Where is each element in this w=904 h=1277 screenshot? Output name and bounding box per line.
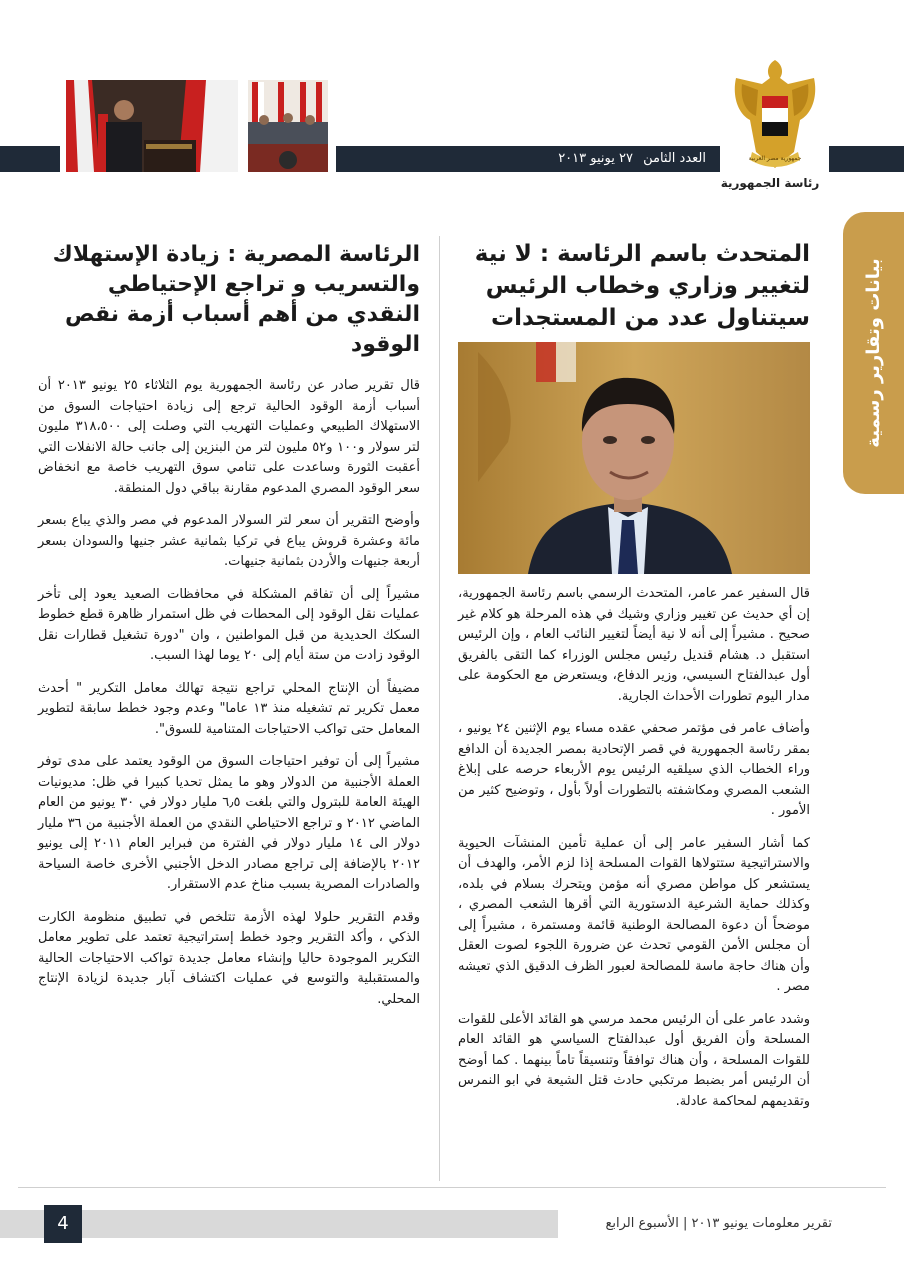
- left-article-body: [38, 376, 420, 1022]
- right-article-body: [458, 584, 810, 1124]
- left-paragraph: وقدم التقرير حلولا لهذه الأزمة تتلخص في تطبيق منظومة الكارت الذكي ، وأكد التقرير وجود خطط إستراتيجية تعتمد على تطوير معامل التكرير الموجودة حاليا وإنشاء معامل جديدة تواكب الاحتياجات الحالية والمستقبلية والتوسع في عمليات اكتشاف آبار جديدة لزيادة الإنتاج المحلي.: [38, 909, 420, 1007]
- header-photo-speaker: [66, 80, 238, 172]
- left-paragraph: وأوضح التقرير أن سعر لتر السولار المدعوم في مصر والذي يباع بسعر مائة وعشرة قروش يباع في تركيا بثمانية عشر جنيها والسودان بسعر أربعة جنيهات والأردن بثمانية جنيهات.: [38, 513, 420, 569]
- right-paragraph: كما أشار السفير عامر إلى أن عملية تأمين المنشآت الحيوية والاستراتيجية ستتولاها القوات المسلحة إذا لزم الأمر، والهدف أن يستشعر كل مواطن مصري أنه مؤمن ويتحرك بسلام في بلده، وكذلك حماية الشرعية الدستورية التي أقرها الشعب المصري ، موضحاً أن دعوة المصالحة الوطنية قائمة ومستمرة ، مشيراً إلى أن مجلس الأمن القومي تحدث عن ضرورة اللجوء لصوت العقل وأن هناك حاجة ماسة للمصالحة لعبور الظرف الدقيق الذي تعيشه مصر .: [458, 835, 810, 994]
- right-paragraph: وأضاف عامر فى مؤتمر صحفي عقده مساء يوم الإثنين ٢٤ يونيو ، بمقر رئاسة الجمهورية في قصر الإتحادية بمصر الجديدة أن الدافع وراء الخطاب الذي سيلقيه الرئيس يوم الأربعاء حرصه على إبلاغ الشعب المصري ومكاشفته بالتطورات أولاً بأول ، وتوضيح كثير من الأمور .: [458, 721, 810, 818]
- footer-report-title: تقرير معلومات يونيو ٢٠١٣: [691, 1216, 832, 1231]
- issue-date: ٢٧ يونيو ٢٠١٣: [558, 151, 633, 166]
- issue-label: العدد الثامن: [643, 151, 706, 166]
- footer-week-label: الأسبوع الرابع: [605, 1216, 679, 1231]
- presidency-label: رئاسة الجمهورية: [720, 176, 820, 190]
- right-article-headline: المتحدث باسم الرئاسة : لا نية لتغيير وزاري وخطاب الرئيس سيتناول عدد من المستجدات: [474, 241, 810, 331]
- footer-info: [562, 1212, 832, 1236]
- left-paragraph: قال تقرير صادر عن رئاسة الجمهورية يوم الثلاثاء ٢٥ يونيو ٢٠١٣ أن أسباب أزمة الوقود الحالية ترجع إلى زيادة احتياجات السوق من الاستهلاك الطبيعي وعمليات التهريب التي وصلت إلى ٣١٨،٥٠٠ مليون لتر سولار و١٠٠ و٥٢ مليون لتر من البنزين إلى جانب حالة الانفلات التي أعقبت الثورة وساعدت على تنامي سوق التهريب خاصة مع انخفاض سعر الوقود المصري المدعوم مقارنة بباقي دول المنطقة.: [38, 378, 420, 496]
- footer-bar: [0, 1210, 558, 1238]
- bottom-divider: [18, 1187, 886, 1188]
- left-paragraph: مشيراً إلى أن توفير احتياجات السوق من الوقود يعتمد على مدى توفر العملة الأجنبية من الدولار وهو ما يمثل تحديا كبيرا في ظل: مديونيات الهيئة العامة للبترول والتي بلغت ٦٫٥ مليار دولار في ٣٠ يونيو من العام الماضي ٢٠١٢ و تراجع الاحتياطي النقدي من العملة الأجنبية من ٣٦ مليار دولار الى ١٤ مليار دولار في الفترة من فبراير العام ٢٠١١ إلى يونيو ٢٠١٢ بالإضافة إلى تراجع مصادر الدخل الأجنبي الأخرى خاصة السياحة والصادرات المصرية بسبب مناخ عدم الاستقرار.: [38, 754, 421, 892]
- right-paragraph: وشدد عامر على أن الرئيس محمد مرسي هو القائد الأعلى للقوات المسلحة وأن الفريق أول عبدالفتاح السياسي هو القائد العام للقوات المسلحة ، وأن هناك توافقاً وتنسيقاً تاماً بينهما . كما أوضح أن الرئيس أمر بضبط مرتكبي حادث قتل الشيعة في ابو النمرس وتقديمهم لمحاكمة عادلة.: [458, 1011, 810, 1109]
- egypt-eagle-logo: [728, 56, 822, 176]
- header-band-right: [829, 146, 904, 172]
- left-paragraph: مضيفاً أن الإنتاج المحلي تراجع نتيجة تهالك معامل التكرير " أحدث معمل تكرير تم تشغيله منذ ١٣ عاما" وعدم وجود خطط سابقة لتطوير المعامل حتى تواكب الاحتياجات المتنامية للسوق".: [38, 680, 420, 737]
- left-article-headline: الرئاسة المصرية : زيادة الإستهلاك والتسريب و تراجع الإحتياطي النقدي من أهم أسباب أزمة نقص الوقود: [52, 242, 420, 357]
- footer-separator: |: [682, 1216, 688, 1231]
- section-side-tab-label: بيانات وتقارير رسمية: [863, 258, 884, 448]
- column-divider: [439, 236, 440, 1181]
- spokesman-portrait: [458, 342, 810, 574]
- issue-info: [336, 146, 720, 172]
- header-band-left: [0, 146, 60, 172]
- header-photo-meeting: [248, 80, 328, 172]
- page-number: 4: [44, 1205, 82, 1243]
- left-paragraph: مشيراً إلى أن تفاقم المشكلة في محافظات الصعيد يعود إلى تأخر عمليات نقل الوقود إلى المحطات في ظل استمرار ظاهرة قطع خطوط السكك الحديدية من قبل المواطنين ، وان "دورة تشغيل قطارات نقل الوقود زادت من ستة أيام إلى ٢٠ يوما لهذا السبب.: [38, 586, 420, 663]
- right-paragraph: قال السفير عمر عامر، المتحدث الرسمي باسم رئاسة الجمهورية، إن أي حديث عن تغيير وزاري وشيك في هذه المرحلة هو كلام غير صحيح . مشيراً إلى أنه لا نية أيضاً لتغيير النائب العام ، وإن الرئيس استقبل د. هشام قنديل رئيس مجلس الوزراء كما التقى بالفريق أول عبدالفتاح السيسي، وزير الدفاع، ويستعرض مع الحكومة على مدار اليوم تطورات الأحداث الجارية.: [458, 586, 810, 704]
- seal-text: جمهورية مصر العربية: [748, 155, 802, 162]
